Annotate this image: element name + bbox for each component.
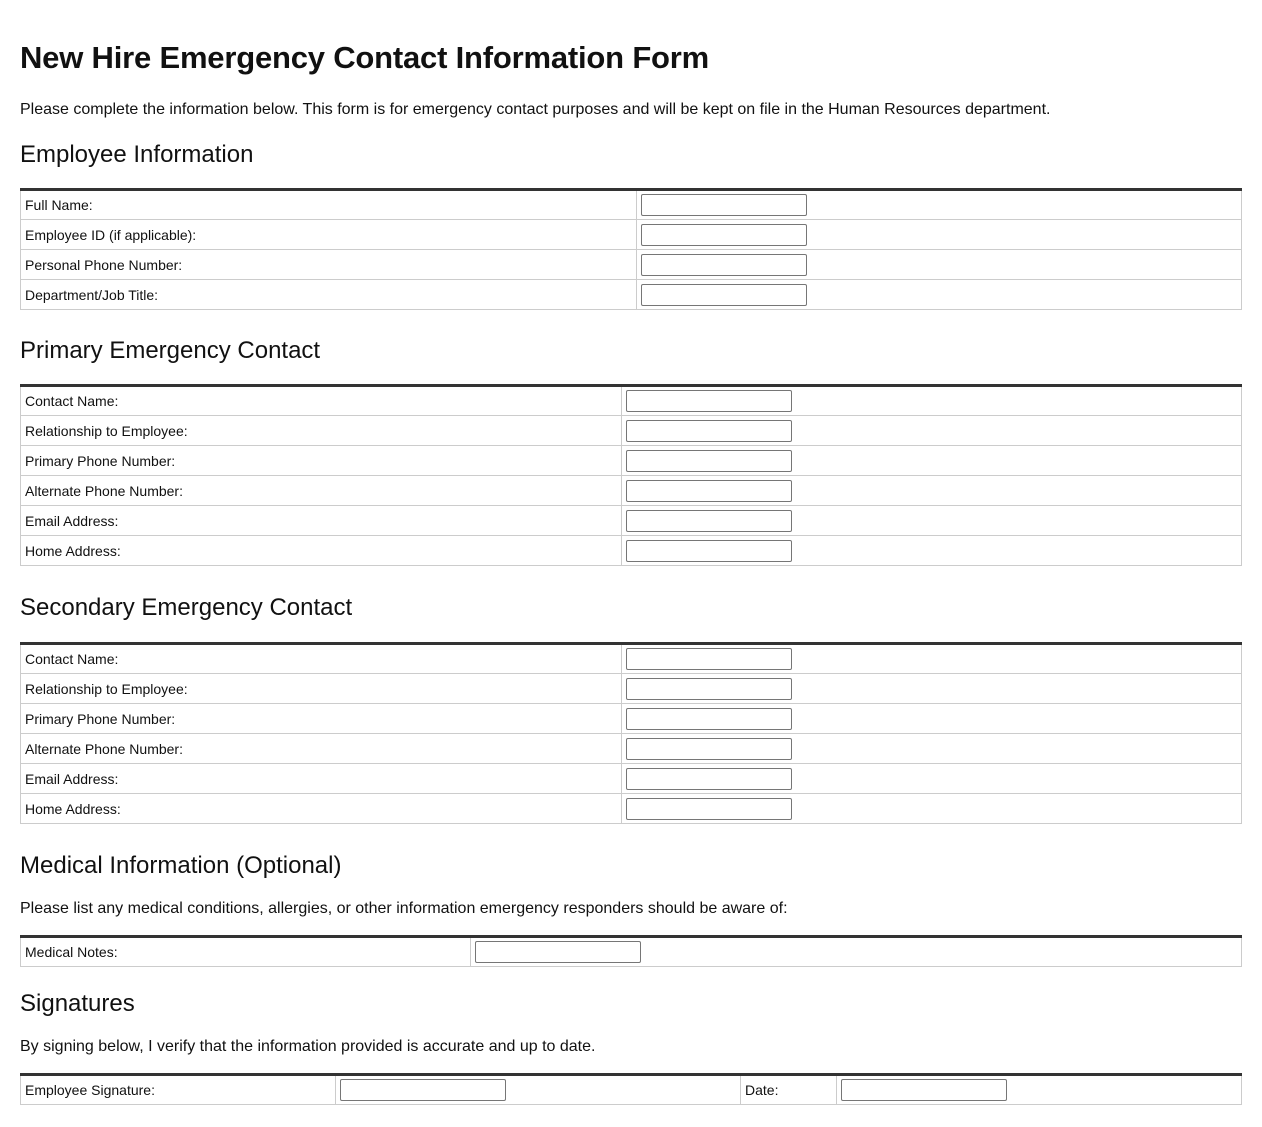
secondary-relationship-input[interactable] <box>626 678 792 700</box>
table-row <box>21 416 1242 446</box>
field-label: Home Address: <box>21 536 622 566</box>
personal-phone-input[interactable] <box>641 254 807 276</box>
field-label: Medical Notes: <box>21 937 471 967</box>
secondary-contact-name-input[interactable] <box>626 648 792 670</box>
signature-label: Employee Signature: <box>21 1075 336 1105</box>
field-label: Email Address: <box>21 506 622 536</box>
employee-signature-input[interactable] <box>340 1079 506 1101</box>
field-label: Personal Phone Number: <box>21 250 637 280</box>
secondary-contact-heading: Secondary Emergency Contact <box>20 594 353 621</box>
primary-contact-table <box>20 384 1242 566</box>
medical-notes-input[interactable] <box>475 941 641 963</box>
department-job-title-input[interactable] <box>641 284 807 306</box>
field-label: Contact Name: <box>21 644 622 674</box>
table-row <box>21 644 1242 674</box>
table-row <box>21 280 1242 310</box>
medical-info-table <box>20 935 1242 967</box>
table-row <box>21 1075 1242 1105</box>
table-row <box>21 190 1242 220</box>
page-title: New Hire Emergency Contact Information Form <box>20 40 710 75</box>
primary-alternate-phone-input[interactable] <box>626 480 792 502</box>
employee-section-heading: Employee Information <box>20 141 254 168</box>
table-row <box>21 250 1242 280</box>
field-label: Relationship to Employee: <box>21 416 622 446</box>
field-label: Contact Name: <box>21 386 622 416</box>
signatures-table <box>20 1073 1242 1105</box>
date-label: Date: <box>741 1075 837 1105</box>
secondary-contact-table <box>20 642 1242 824</box>
primary-relationship-input[interactable] <box>626 420 792 442</box>
field-label: Full Name: <box>21 190 637 220</box>
primary-contact-name-input[interactable] <box>626 390 792 412</box>
field-label: Home Address: <box>21 794 622 824</box>
table-row <box>21 386 1242 416</box>
table-row <box>21 220 1242 250</box>
signatures-heading: Signatures <box>20 990 135 1017</box>
secondary-alternate-phone-input[interactable] <box>626 738 792 760</box>
table-row <box>21 446 1242 476</box>
table-row <box>21 674 1242 704</box>
field-label: Primary Phone Number: <box>21 704 622 734</box>
table-row <box>21 937 1242 967</box>
field-label: Alternate Phone Number: <box>21 476 622 506</box>
primary-home-address-input[interactable] <box>626 540 792 562</box>
employee-info-table <box>20 188 1242 310</box>
table-row <box>21 476 1242 506</box>
medical-note: Please list any medical conditions, allergies, or other information emergency responders should be aware of: <box>20 900 788 917</box>
table-row <box>21 734 1242 764</box>
medical-section-heading: Medical Information (Optional) <box>20 852 342 879</box>
field-label: Email Address: <box>21 764 622 794</box>
field-label: Department/Job Title: <box>21 280 637 310</box>
intro-text: Please complete the information below. This form is for emergency contact purposes and will be kept on file in the Human Resources department. <box>20 101 1051 118</box>
employee-id-input[interactable] <box>641 224 807 246</box>
table-row <box>21 704 1242 734</box>
full-name-input[interactable] <box>641 194 807 216</box>
signatures-note: By signing below, I verify that the information provided is accurate and up to date. <box>20 1038 596 1055</box>
primary-phone-input[interactable] <box>626 450 792 472</box>
table-row <box>21 506 1242 536</box>
secondary-home-address-input[interactable] <box>626 798 792 820</box>
primary-email-input[interactable] <box>626 510 792 532</box>
table-row <box>21 794 1242 824</box>
field-label: Employee ID (if applicable): <box>21 220 637 250</box>
field-label: Relationship to Employee: <box>21 674 622 704</box>
table-row <box>21 764 1242 794</box>
table-row <box>21 536 1242 566</box>
field-label: Alternate Phone Number: <box>21 734 622 764</box>
secondary-email-input[interactable] <box>626 768 792 790</box>
secondary-phone-input[interactable] <box>626 708 792 730</box>
date-input[interactable] <box>841 1079 1007 1101</box>
field-label: Primary Phone Number: <box>21 446 622 476</box>
primary-contact-heading: Primary Emergency Contact <box>20 337 321 364</box>
